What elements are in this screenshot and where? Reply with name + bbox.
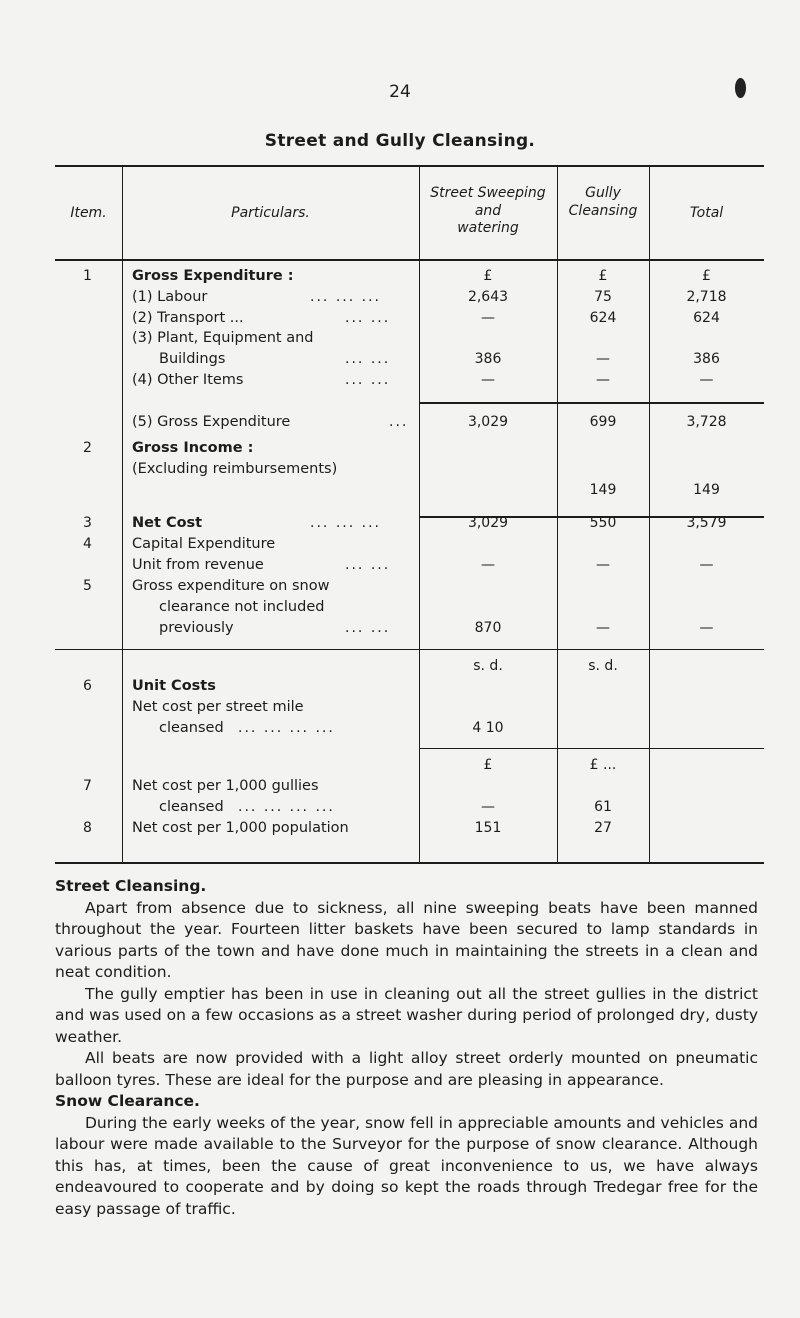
other-leader-dots: ... ... <box>345 372 391 388</box>
street-currency-2: £ <box>483 757 493 773</box>
total-gross-total: 3,728 <box>686 414 727 430</box>
gully-income: 149 <box>589 482 617 498</box>
item-number-4: 4 <box>83 536 92 552</box>
street-plant: 386 <box>474 351 502 367</box>
total-capital: — <box>699 557 714 573</box>
total-snow: — <box>699 620 714 636</box>
labour-leader-dots: ... ... ... <box>310 289 381 305</box>
header-item: Item. <box>70 205 107 221</box>
street-net-cost: 3,029 <box>467 515 509 531</box>
snow-leader-dots: ... ... <box>345 620 391 636</box>
population-label: Net cost per 1,000 population <box>132 820 349 836</box>
report-text <box>55 876 758 1220</box>
capital-label-line-2: Unit from revenue <box>132 557 264 573</box>
page-title: Street and Gully Cleansing. <box>264 131 536 151</box>
gross-expenditure-total-label: (5) Gross Expenditure <box>132 414 291 430</box>
paragraph-sweeping-beats: Apart from absence due to sickness, all nine sweeping beats have been manned throughout the year. Fourteen litter baskets have been secured to lamp standards in various parts of the town and have done much in maintaining the streets in a clean and neat condition. <box>55 898 758 981</box>
gullies-leader-dots: ... ... ... ... <box>238 799 335 815</box>
gullies-label-line-2: cleansed <box>159 799 224 815</box>
paragraph-snow-clearance: During the early weeks of the year, snow fell in appreciable amounts and vehicles and labour were made available to the Surveyor for the purpose of snow clearance. Although this has, at times, been the cause of great inconvenience to us, we have always endeavoured to cooperate and by doing so kept the roads through Tredegar free for the easy passage of traffic. <box>55 1113 758 1218</box>
subtotal-rule-1 <box>419 402 764 404</box>
header-gully-line-2: Cleansing <box>568 202 638 219</box>
snow-label-line-3: previously <box>159 620 234 636</box>
street-capital: — <box>481 557 495 573</box>
header-street-line-1: Street Sweeping <box>430 185 546 201</box>
section-rule-unit-costs <box>55 649 764 650</box>
item-number-1: 1 <box>83 268 92 284</box>
item-number-8: 8 <box>83 820 92 836</box>
gully-snow: — <box>596 620 610 636</box>
cleansing-cost-table <box>55 165 764 865</box>
gully-plant: — <box>596 351 610 367</box>
gross-total-leader-dots: ... <box>389 414 409 430</box>
header-bottom-rule <box>55 259 764 261</box>
column-rule-item <box>122 167 123 862</box>
gullies-label-line-1: Net cost per 1,000 gullies <box>132 778 319 794</box>
capital-leader-dots: ... ... <box>345 557 391 573</box>
ink-blot <box>735 78 746 98</box>
table-bottom-rule <box>55 862 764 864</box>
item-number-3: 3 <box>83 515 92 531</box>
gully-population-cost: 27 <box>594 820 612 836</box>
total-income: 149 <box>693 482 720 498</box>
street-mile-cost: 4 10 <box>472 720 504 736</box>
total-plant: 386 <box>693 351 720 367</box>
gully-currency-2: £ ... <box>589 757 617 773</box>
mile-leader-dots: ... ... ... ... <box>238 720 335 736</box>
plant-label-line-2: Buildings <box>159 351 226 367</box>
unit-costs-heading: Unit Costs <box>132 678 216 694</box>
snow-label-line-1: Gross expenditure on snow <box>132 578 330 594</box>
table-top-rule <box>55 165 764 167</box>
item-number-5: 5 <box>83 578 92 594</box>
header-street-sweeping <box>419 185 557 238</box>
net-cost-label: Net Cost <box>132 515 203 531</box>
street-transport: — <box>481 310 495 326</box>
gully-net-cost: 550 <box>589 515 617 531</box>
header-total: Total <box>689 205 724 221</box>
total-currency: £ <box>702 268 711 284</box>
labour-label: (1) Labour <box>132 289 208 305</box>
header-street-line-3: watering <box>457 220 519 236</box>
total-other: — <box>699 372 714 388</box>
street-gullies-cost: — <box>481 799 495 815</box>
gully-transport: 624 <box>589 310 617 326</box>
item-number-6: 6 <box>83 678 92 694</box>
street-population-cost: 151 <box>474 820 502 836</box>
total-transport: 624 <box>693 310 720 326</box>
header-street-line-2: and <box>474 202 502 219</box>
snow-clearance-heading: Snow Clearance. <box>55 1092 200 1110</box>
gross-income-heading: Gross Income : <box>132 440 254 456</box>
street-currency: £ <box>483 268 493 284</box>
street-snow: 870 <box>474 620 502 636</box>
total-labour: 2,718 <box>686 289 727 305</box>
page-number: 24 <box>389 82 411 102</box>
gully-other: — <box>596 372 610 388</box>
street-gross-total: 3,029 <box>467 414 509 430</box>
transport-label: (2) Transport ... <box>132 310 244 326</box>
gully-gross-total: 699 <box>589 414 617 430</box>
paragraph-street-orderly: All beats are now provided with a light alloy street orderly mounted on pneumatic balloon tyres. These are ideal for the purpose and are pleasing in appearance. <box>55 1049 758 1089</box>
header-gully-cleansing <box>557 185 649 220</box>
paragraph-gully-emptier: The gully emptier has been in use in cleaning out all the street gullies in the district and was used on a few occasions as a street washer during period of prolonged dry, dusty weather. <box>55 984 758 1046</box>
header-particulars: Particulars. <box>231 205 310 221</box>
total-net-cost: 3,579 <box>686 515 727 531</box>
street-other: — <box>481 372 495 388</box>
header-gully-line-1: Gully <box>585 185 621 201</box>
gross-expenditure-heading: Gross Expenditure : <box>132 268 294 284</box>
plant-label-line-1: (3) Plant, Equipment and <box>132 330 314 346</box>
item-number-2: 2 <box>83 440 92 456</box>
street-cleansing-heading: Street Cleansing. <box>55 877 207 895</box>
net-cost-leader-dots: ... ... ... <box>310 515 381 531</box>
snow-label-line-2: clearance not included <box>159 599 325 615</box>
gross-income-label: (Excluding reimbursements) <box>132 461 338 477</box>
gully-labour: 75 <box>594 289 612 305</box>
gully-currency: £ <box>598 268 608 284</box>
gully-gullies-cost: 61 <box>594 799 612 815</box>
item-number-7: 7 <box>83 778 92 794</box>
gully-sd: s. d. <box>588 658 618 674</box>
transport-leader-dots: ... ... <box>345 310 391 326</box>
mile-label-line-1: Net cost per street mile <box>132 699 304 715</box>
gully-capital: — <box>596 557 610 573</box>
plant-leader-dots: ... ... <box>345 351 391 367</box>
mile-label-line-2: cleansed <box>159 720 224 736</box>
street-labour: 2,643 <box>467 289 509 305</box>
street-sd: s. d. <box>473 658 503 674</box>
subtotal-rule-3 <box>419 748 764 749</box>
other-items-label: (4) Other Items <box>132 372 244 388</box>
capital-label-line-1: Capital Expenditure <box>132 536 276 552</box>
